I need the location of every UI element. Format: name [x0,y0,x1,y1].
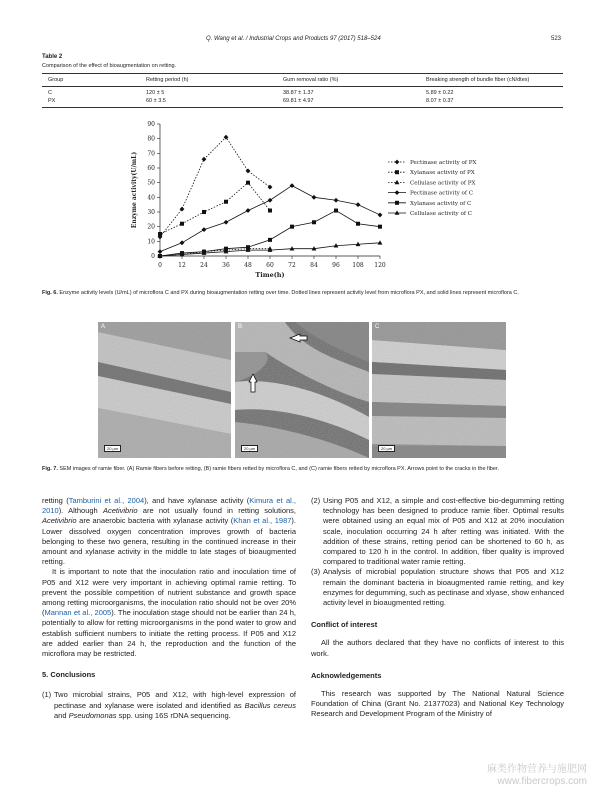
x-tick-label: 36 [222,262,230,269]
data-point [378,213,383,218]
table-cell: 38.87 ± 1.37 [283,90,314,96]
data-point [395,190,400,195]
data-point [312,195,317,200]
sem-panel-b [235,322,369,458]
y-tick-label: 70 [147,150,155,158]
table-cell: 60 ± 3.5 [146,98,166,104]
table-cell: 5.89 ± 0.22 [426,90,454,96]
citation-link[interactable]: Khan et al., 1987 [233,516,292,526]
x-tick-label: 72 [288,262,296,269]
table-cell: 120 ± 5 [146,90,165,96]
y-axis-label: Enzyme activity(U/mL) [131,151,138,229]
x-tick-label: 24 [200,262,208,269]
series-3 [158,183,473,254]
sem-image-b [235,322,369,458]
x-tick-label: 120 [374,262,386,269]
x-tick-label: 96 [332,262,340,269]
sem-panel-a [98,322,231,458]
conclusion-item-3: (3) Analysis of microbial population structure shows that P05 and X12 remain the dominant bacteria in bioaugmented ramie retting, and key enzymes for degumming, such as pectinase and xlyase, show enhanced activity level in bioaugmented retting. [311,567,564,608]
data-point [334,198,339,203]
x-tick-label: 60 [266,262,274,269]
data-point [356,222,360,226]
page-number: 523 [551,36,562,42]
y-tick-label: 60 [147,165,155,172]
watermark: 麻类作物营养与施肥网 www.fibercrops.com [487,764,587,787]
sem-label-b: B [238,324,243,330]
data-point [246,208,251,213]
y-tick-label: 0 [151,253,155,260]
figure7-caption-text: SEM images of ramie fiber. (A) Ramie fibers before retting, (B) ramie fibers retted by microflora C, and (C) ramie fibers retted by microflora PX. Arrows point to the cracks in the fiber. [59,466,499,472]
conclusion-item-1: (1) Two microbial strains, P05 and X12, with high-level expression of pectinase and xylanase were isolated and identified as Bacillus cereus and Pseudomonas spp. using 16S rDNA sequencing. [42,690,296,720]
table-header-gum: Gum removal ratio (%) [283,77,339,83]
table-cell: 8.07 ± 0.37 [426,98,454,104]
figure6-label: Fig. 6. [42,290,58,296]
citation-link[interactable]: Kimura et al., 2010 [42,496,297,516]
data-point [224,220,229,225]
figure7-caption [42,465,564,473]
sem-panel-c [372,322,506,458]
table-mid-rule [42,86,563,87]
legend-label: Pectinase activity of C [410,190,474,197]
conclusion-item-2: (2) Using P05 and X12, a simple and cost-effective bio-degumming retting technology has been designed to produce ramie fiber. Optimal results were obtained using an equal mix of P05 and X12 at 20% inoculation scale, inoculation occurring 24 h after retting was initiated. With the addition of these strains, retting period can be shortened to 60 h, as compared to 120 h in the control. In addition, fiber quality is improved compared to traditional water ramie retting. [311,496,564,567]
table-cell: 69.81 ± 4.97 [283,98,314,104]
data-point [395,160,400,165]
table-top-rule [42,73,563,74]
section-heading-coi: Conflict of interest [311,620,378,630]
table-cell: C [48,90,52,96]
data-point [158,249,163,254]
table-cell: PX [48,98,56,104]
sem-label-a: A [101,324,106,330]
data-point [246,169,251,174]
data-point [202,210,206,214]
sem-image-c [372,322,506,458]
data-point [202,157,207,162]
data-point [312,220,316,224]
data-point [356,202,361,207]
y-tick-label: 90 [147,121,155,128]
x-tick-label: 108 [352,262,364,269]
legend-label: Cellulase activity of PX [410,180,476,187]
y-tick-label: 80 [147,135,155,143]
table-caption: Comparison of the effect of bioaugmentation on retting. [42,63,177,69]
paragraph: It is important to note that the inoculation ratio and inoculation time of P05 and X12 were very important in achieving optimal ramie retting. To prevent the possible competition of nutrient substance and growth space among retting microorganisms, the inoculation ratio should not be over 20% (Mannan et al., 2005). The inoculation stage should not be earlier than 24 h, potentially to allow for retting microorganisms in the pond water to grow and establish sufficient numbers to initiate the retting process. If P05 and X12 are added earlier than 24 h, the reproduction and the function of the microflora may be restricted. [42,567,296,659]
data-point [268,209,272,213]
data-point [224,200,228,204]
data-point [334,209,338,213]
citation-link[interactable]: Tamburini et al., 2004 [68,496,145,505]
data-point [224,135,229,140]
section-heading-conclusions: 5. Conclusions [42,670,96,680]
figure6-caption-text: Enzyme activity levels (U/mL) of microflora C and PX during bioaugmentation retting over time. Dotted lines represent activity level from microflora PX, and solid lines represent microflora C. [59,290,519,296]
data-point [246,181,250,185]
legend-label: Pectinase activity of PX [410,160,477,166]
y-tick-label: 10 [147,238,155,246]
data-point [290,246,295,250]
x-tick-label: 48 [244,262,252,269]
figure7-label: Fig. 7. [42,466,58,472]
x-axis-label: Time(h) [255,271,285,279]
paragraph: All the authors declared that they have no conflicts of interest to this work. [311,638,564,658]
scale-bar-c: 20 µm [378,445,395,452]
left-column [42,496,296,721]
x-tick-label: 84 [310,262,318,269]
data-point [158,232,162,236]
table-title: Table 2 [42,54,63,60]
x-tick-label: 12 [178,262,186,269]
series-0 [158,135,477,240]
figure6-caption [42,289,564,297]
sem-image-a [98,322,231,458]
data-point [268,198,273,203]
data-point [202,227,207,232]
legend-label: Xylanase activity of PX [410,170,475,177]
data-point [290,183,295,188]
data-point [180,222,184,226]
y-tick-label: 50 [147,179,155,187]
table-header-group: Group [48,77,64,83]
paragraph: This research was supported by The National Natural Science Foundation of China (Grant No. 21377023) and National Key Technology Research and Development Program of the Ministry of [311,689,564,719]
data-point [395,201,399,205]
series-line [160,137,270,237]
table-header-strength: Breaking strength of bundle fiber (cN/dtex) [426,77,530,83]
x-tick-label: 0 [158,262,162,269]
y-tick-label: 20 [147,223,155,231]
table-header-period: Retting period (h) [146,77,189,83]
legend-label: Cellulase activity of C [410,211,472,217]
y-tick-label: 40 [147,194,155,202]
data-point [395,170,399,174]
enzyme-activity-chart [120,118,485,284]
data-point [378,225,382,229]
running-title: Q. Wang et al. / Industrial Crops and Products 97 (2017) 518–524 [206,36,381,42]
legend-label: Xylanase activity of C [410,200,472,207]
data-point [180,240,185,245]
citation-link[interactable]: Mannan et al., 2005 [44,608,112,618]
table-bottom-rule [42,107,563,108]
sem-label-c: C [375,324,380,330]
data-point [268,238,272,242]
scale-bar-a: 20 µm [104,445,121,452]
data-point [290,225,294,229]
scale-bar-b: 20 µm [241,445,258,452]
y-tick-label: 30 [147,209,155,216]
section-heading-ack: Acknowledgements [311,670,382,680]
data-point [378,240,383,244]
paragraph: retting (Tamburini et al., 2004), and have xylanase activity (Kimura et al., 2010). Although Acetivibrio are not usually found in retting solutions, Acetivibrio are anaerobic bacteria with xylanase activity (Khan et al., 1987). Lower dissolved oxygen concentration improves growth of bacteria belonging to these two genera, resulting in the continued increase in their amount and xylanase activity in the middle to late stages of bioaugmented retting. [42,496,297,567]
right-column [311,496,564,720]
